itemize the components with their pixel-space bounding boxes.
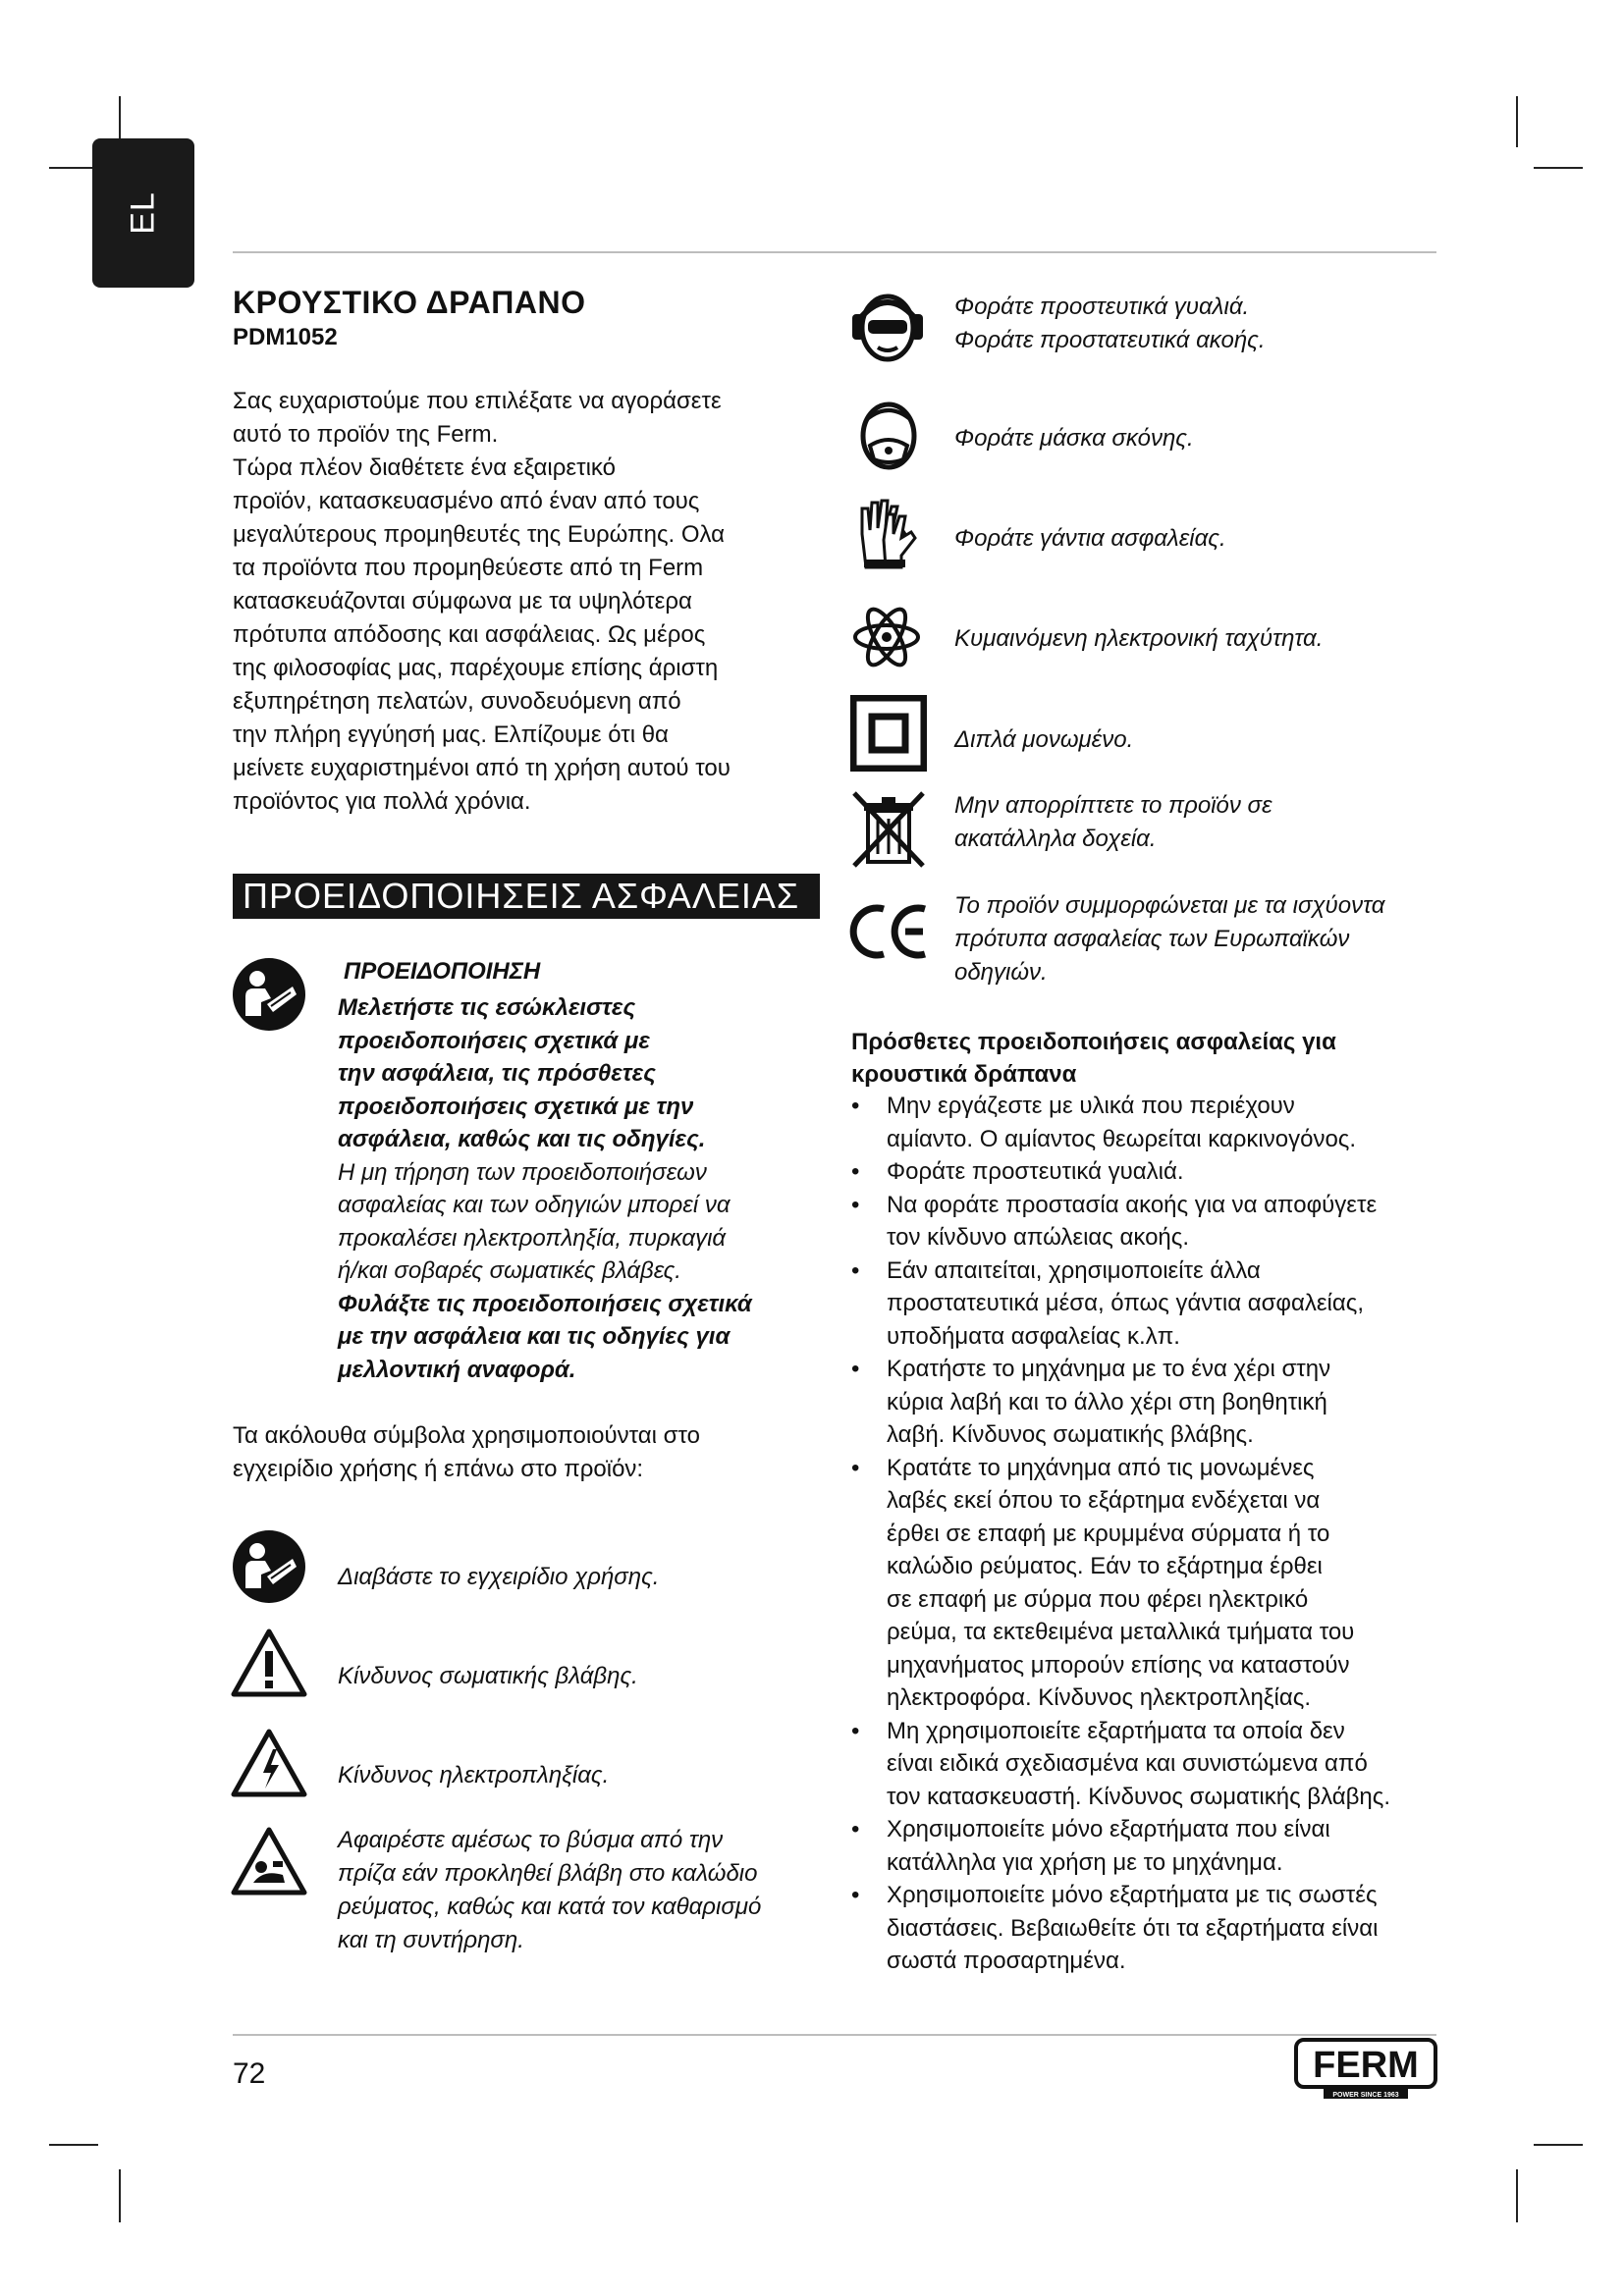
electronic-speed-icon xyxy=(850,601,923,673)
bullet-line: • Μη χρησιμοποιείτε εξαρτήματα τα οποία δεν xyxy=(887,1717,1345,1744)
warning-body xyxy=(338,991,819,1386)
bullet-line: κύρια λαβή και το άλλο χέρι στη βοηθητική xyxy=(887,1388,1327,1415)
intro-line: αυτό το προϊόν της Ferm. xyxy=(233,421,499,448)
warning-bold-line: Μελετήστε τις εσώκλειστες xyxy=(338,994,636,1021)
goggles-ear-protection-icon xyxy=(850,287,925,365)
symbol-line: Φοράτε μάσκα σκόνης. xyxy=(954,425,1194,452)
document-title: ΚΡΟΥΣΤΙΚΟ ΔΡΑΠΑΝΟ xyxy=(233,285,586,320)
symbol-line: πρότυπα ασφαλείας των Ευρωπαϊκών xyxy=(954,926,1350,952)
logo-brand: FERM xyxy=(1313,2045,1419,2086)
intro-line: την πλήρη εγγύησή μας. Ελπίζουμε ότι θα xyxy=(233,721,669,748)
page-number: 72 xyxy=(233,2057,266,2090)
bullet-item xyxy=(851,1452,1450,1715)
symbol-line: Διαβάστε το εγχειρίδιο χρήσης. xyxy=(338,1564,660,1590)
symbol-line: οδηγιών. xyxy=(954,959,1048,986)
read-manual-icon xyxy=(232,957,306,1032)
double-insulated-icon xyxy=(850,695,927,772)
bullet-line: • Χρησιμοποιείτε μόνο εξαρτήματα με τις σωστές xyxy=(887,1882,1378,1908)
symbols-intro-line: Τα ακόλουθα σύμβολα χρησιμοποιούνται στο xyxy=(233,1422,700,1449)
warning-bold-line: ασφάλεια, καθώς και τις οδηγίες. xyxy=(338,1126,706,1152)
symbol-text-electronic-speed xyxy=(954,622,1445,656)
bullet-line: καλώδιο ρεύματος. Εάν το εξάρτημα έρθει xyxy=(887,1553,1323,1579)
injury-warning-icon xyxy=(230,1628,308,1698)
warning-line: Η μη τήρηση των προειδοποιήσεων xyxy=(338,1158,707,1186)
intro-line: κατασκευάζονται σύμφωνα με τα υψηλότερα xyxy=(233,588,692,614)
bullet-line: λαβή. Κίνδυνος σωματικής βλάβης. xyxy=(887,1421,1254,1448)
crop-mark xyxy=(49,167,98,169)
symbol-text-gloves xyxy=(954,522,1445,556)
bullet-line: • Μην εργάζεστε με υλικά που περιέχουν xyxy=(887,1093,1295,1119)
intro-line: Σας ευχαριστούμε που επιλέξατε να αγοράσετε xyxy=(233,388,722,414)
symbol-line: Φοράτε γάντια ασφαλείας. xyxy=(954,525,1226,552)
bullet-item xyxy=(851,1090,1450,1155)
bullet-item xyxy=(851,1879,1450,1978)
warning-keep-text xyxy=(338,1288,819,1387)
symbol-line: Το προϊόν συμμορφώνεται με τα ισχύοντα xyxy=(954,892,1385,919)
bullet-line: • Να φοράτε προστασία ακοής για να αποφύγετε xyxy=(887,1191,1378,1218)
symbol-text-goggles-ear xyxy=(954,291,1445,357)
symbols-intro xyxy=(233,1419,783,1486)
symbol-line: Διπλά μονωμένο. xyxy=(954,726,1134,753)
bullet-line: κατάλληλα για χρήση με το μηχάνημα. xyxy=(887,1848,1283,1876)
intro-paragraph xyxy=(233,385,802,819)
bullet-line: μηχανήματος μπορούν επίσης να καταστούν xyxy=(887,1651,1350,1679)
symbol-line: ακατάλληλα δοχεία. xyxy=(954,826,1157,852)
warning-bold-line: Φυλάξτε τις προειδοποιήσεις σχετικά xyxy=(338,1290,752,1317)
symbol-text-read-manual xyxy=(338,1561,829,1594)
warning-bold-line: μελλοντική αναφορά. xyxy=(338,1356,576,1383)
bullet-line: διαστάσεις. Βεβαιωθείτε ότι τα εξαρτήματα είναι xyxy=(887,1914,1379,1942)
bullet-line: υποδήματα ασφαλείας κ.λπ. xyxy=(887,1322,1180,1350)
symbol-text-dust-mask xyxy=(954,422,1445,455)
read-manual-icon xyxy=(232,1529,306,1604)
electric-shock-icon xyxy=(230,1728,308,1798)
bullet-item xyxy=(851,1189,1450,1255)
symbol-text-weee xyxy=(954,789,1445,856)
bullet-line: λαβές εκεί όπου το εξάρτημα ενδέχεται να xyxy=(887,1487,1321,1514)
intro-line: πρότυπα απόδοσης και ασφάλειας. Ως μέρος xyxy=(233,621,706,648)
bullet-line: • Κρατήστε το μηχάνημα με το ένα χέρι στην xyxy=(887,1356,1331,1382)
bullet-item xyxy=(851,1155,1450,1189)
safety-banner-text: ΠΡΟΕΙΔΟΠΟΙΗΣΕΙΣ ΑΣΦΑΛΕΙΑΣ xyxy=(243,876,800,916)
bullet-item xyxy=(851,1813,1450,1879)
symbol-line: και τη συντήρηση. xyxy=(338,1927,524,1953)
heading-line: Πρόσθετες προειδοποιήσεις ασφαλείας για xyxy=(851,1029,1336,1055)
symbol-text-double-insulated xyxy=(954,723,1445,757)
bullet-line: είναι ειδικά σχεδιασμένα και συνιστώμενα από xyxy=(887,1750,1368,1777)
dust-mask-icon xyxy=(852,395,925,473)
bullet-line: • Φοράτε προστευτικά γυαλιά. xyxy=(887,1158,1184,1185)
additional-warnings-heading xyxy=(851,1026,1431,1091)
language-tab xyxy=(92,138,194,288)
warning-bold-line: την ασφάλεια, τις πρόσθετες xyxy=(338,1060,656,1087)
bullet-line: σωστά προσαρτημένα. xyxy=(887,1948,1126,1974)
bullet-item xyxy=(851,1715,1450,1814)
warning-bold-line: προειδοποιήσεις σχετικά με την xyxy=(338,1093,694,1120)
bullet-line: έρθει σε επαφή με κρυμμένα σύρματα ή το xyxy=(887,1520,1330,1547)
bullet-line: ηλεκτροφόρα. Κίνδυνος ηλεκτροπληξίας. xyxy=(887,1684,1311,1711)
crop-mark xyxy=(1534,2144,1583,2146)
bottom-rule xyxy=(233,2034,1436,2036)
symbol-line: πρίζα εάν προκληθεί βλάβη στο καλώδιο xyxy=(338,1860,758,1887)
bullet-line: σε επαφή με σύρμα που φέρει ηλεκτρικό xyxy=(887,1585,1309,1613)
weee-bin-icon xyxy=(850,789,927,870)
warning-line: ή/και σοβαρές σωματικές βλάβες. xyxy=(338,1257,681,1284)
intro-line: εξυπηρέτηση πελατών, συνοδευόμενη από xyxy=(233,688,681,715)
symbol-line: Κυμαινόμενη ηλεκτρονική ταχύτητα. xyxy=(954,625,1324,652)
crop-mark xyxy=(1516,2169,1518,2222)
bullet-line: προστατευτικά μέσα, όπως γάντια ασφαλείας, xyxy=(887,1290,1364,1316)
bullet-item xyxy=(851,1353,1450,1452)
bullet-line: τον κατασκευαστή. Κίνδυνος σωματικής βλάβης. xyxy=(887,1783,1390,1810)
crop-mark xyxy=(1534,167,1583,169)
crop-mark xyxy=(49,2144,98,2146)
symbol-line: ρεύματος, καθώς και κατά τον καθαρισμό xyxy=(338,1894,762,1920)
language-tab-label: EL xyxy=(124,191,162,235)
heading-line: κρουστικά δράπανα xyxy=(851,1061,1077,1088)
bullet-line: αμίαντο. Ο αμίαντος θεωρείται καρκινογόνος. xyxy=(887,1125,1357,1152)
bullet-line: • Χρησιμοποιείτε μόνο εξαρτήματα που είναι xyxy=(887,1816,1330,1842)
intro-line: της φιλοσοφίας μας, παρέχουμε επίσης άριστη xyxy=(233,655,719,681)
symbol-text-electric-shock xyxy=(338,1759,829,1792)
bullet-line: • Κρατάτε το μηχάνημα από τις μονωμένες xyxy=(887,1454,1315,1481)
intro-line: προϊόντος για πολλά χρόνια. xyxy=(233,788,531,815)
model-number: PDM1052 xyxy=(233,324,338,350)
crop-mark xyxy=(119,2169,121,2222)
symbol-text-ce xyxy=(954,889,1455,989)
symbol-line: Κίνδυνος ηλεκτροπληξίας. xyxy=(338,1762,610,1789)
bullet-item xyxy=(851,1255,1450,1354)
bullet-line: τον κίνδυνο απώλειας ακοής. xyxy=(887,1224,1190,1251)
unplug-icon xyxy=(230,1826,308,1896)
intro-line: Τώρα πλέον διαθέτετε ένα εξαιρετικό xyxy=(233,454,616,481)
warning-line: προκαλέσει ηλεκτροπληξία, πυρκαγιά xyxy=(338,1224,727,1252)
warning-heading: ΠΡΟΕΙΔΟΠΟΙΗΣΗ xyxy=(344,958,541,985)
safety-gloves-icon xyxy=(850,495,923,573)
symbol-line: Μην απορρίπτετε το προϊόν σε xyxy=(954,792,1272,819)
intro-line: μείνετε ευχαριστημένοι από τη χρήση αυτού του xyxy=(233,755,731,781)
warning-bold-line: προειδοποιήσεις σχετικά με xyxy=(338,1027,650,1054)
warning-line: ασφαλείας και των οδηγιών μπορεί να xyxy=(338,1192,731,1218)
logo-tagline: POWER SINCE 1963 xyxy=(1332,2092,1399,2099)
symbol-line: Φοράτε προστατευτικά ακοής. xyxy=(954,327,1266,353)
warning-normal-text xyxy=(338,1156,819,1288)
bullet-line: ρεύμα, τα εκτεθειμένα μεταλλικά τμήματα του xyxy=(887,1619,1355,1645)
ce-mark-icon xyxy=(848,901,931,962)
symbol-text-injury xyxy=(338,1660,829,1693)
symbols-intro-line: εγχειρίδιο χρήσης ή επάνω στο προϊόν: xyxy=(233,1456,644,1482)
bullet-line: • Εάν απαιτείται, χρησιμοποιείτε άλλα xyxy=(887,1256,1261,1284)
warning-bold-line: με την ασφάλεια και τις οδηγίες για xyxy=(338,1323,731,1350)
intro-line: μεγαλύτερους προμηθευτές της Ευρώπης. Ολα xyxy=(233,521,726,548)
intro-line: τα προϊόντα που προμηθεύεστε από τη Ferm xyxy=(233,555,704,581)
symbol-line: Κίνδυνος σωματικής βλάβης. xyxy=(338,1663,638,1689)
symbol-line: Αφαιρέστε αμέσως το βύσμα από την xyxy=(338,1827,724,1853)
crop-mark xyxy=(1516,96,1518,147)
additional-warnings-list xyxy=(851,1090,1450,1978)
ferm-logo xyxy=(1294,2038,1437,2101)
intro-line: προϊόν, κατασκευασμένο από έναν από τους xyxy=(233,488,700,514)
safety-banner xyxy=(233,874,820,919)
symbol-text-unplug xyxy=(338,1824,829,1957)
top-rule xyxy=(233,251,1436,253)
symbol-line: Φοράτε προστευτικά γυαλιά. xyxy=(954,294,1250,320)
